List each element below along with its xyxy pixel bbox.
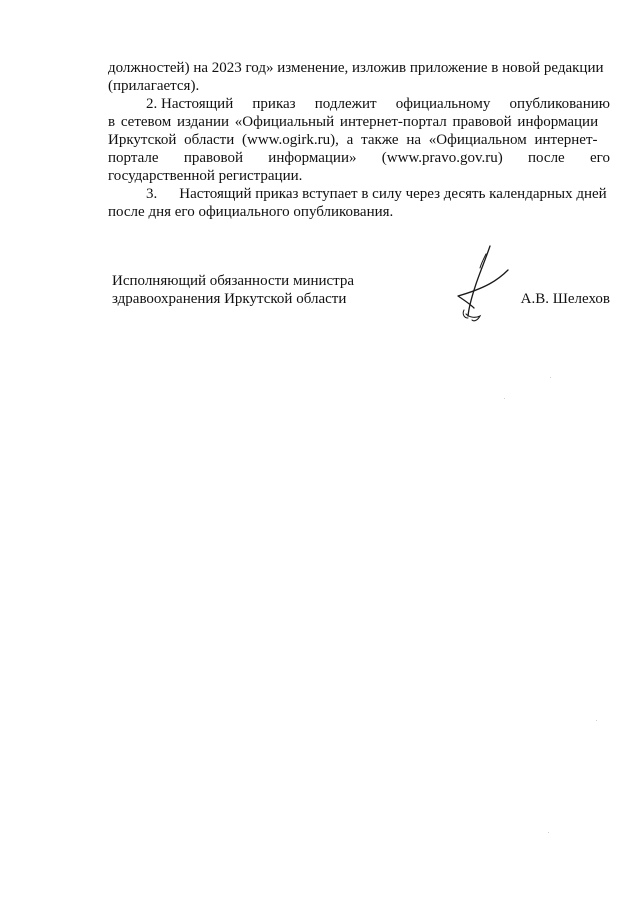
- p2-word: правовой: [183, 150, 243, 166]
- paragraph-2-line-4: [108, 149, 610, 167]
- p2-word: официальному: [395, 96, 491, 112]
- paragraph-3-line-1: [108, 185, 610, 203]
- p2-word: приказ: [252, 96, 296, 112]
- paragraph-2-line-2: в сетевом издании «Официальный интернет-портал правовой информации: [108, 114, 599, 130]
- scan-speck: [550, 377, 551, 378]
- p2-word: после: [528, 150, 565, 166]
- paragraph-3-text: Настоящий приказ вступает в силу через десять календарных дней: [179, 186, 607, 202]
- scan-speck: [596, 720, 597, 721]
- signatory-name: А.В. Шелехов: [520, 291, 610, 307]
- scan-speck: [548, 832, 549, 833]
- p2-word: портале: [108, 150, 159, 166]
- document-body: [108, 59, 610, 221]
- paragraph-3: [108, 185, 610, 221]
- paragraph-2: [108, 95, 610, 185]
- paragraph-1: [108, 59, 610, 95]
- signatory-title: [112, 272, 354, 308]
- signature-block: [112, 272, 612, 332]
- paragraph-3-line-2: после дня его официального опубликования.: [108, 204, 394, 220]
- paragraph-3-number: 3.: [146, 186, 158, 202]
- scan-speck: [504, 398, 505, 399]
- p2-word: подлежит: [314, 96, 377, 112]
- p2-word: 2. Настоящий: [146, 96, 234, 112]
- paragraph-2-line-1: [108, 95, 610, 113]
- paragraph-1-line-2: (прилагается).: [108, 78, 200, 94]
- p2-word: (www.pravo.gov.ru): [381, 150, 503, 166]
- p2-word: его: [590, 150, 610, 166]
- p2-word: информации»: [268, 150, 357, 166]
- signatory-title-line-1: Исполняющий обязанности министра: [112, 273, 355, 289]
- handwritten-signature-icon: [450, 244, 520, 324]
- paragraph-1-line-1: должностей) на 2023 год» изменение, изложив приложение в новой редакции: [108, 60, 604, 76]
- paragraph-2-line-3: Иркутской области (www.ogirk.ru), а также на «Официальном интернет-: [108, 132, 598, 148]
- signatory-title-line-2: здравоохранения Иркутской области: [112, 291, 347, 307]
- p2-word: опубликованию: [509, 96, 610, 112]
- paragraph-2-line-5: государственной регистрации.: [108, 168, 303, 184]
